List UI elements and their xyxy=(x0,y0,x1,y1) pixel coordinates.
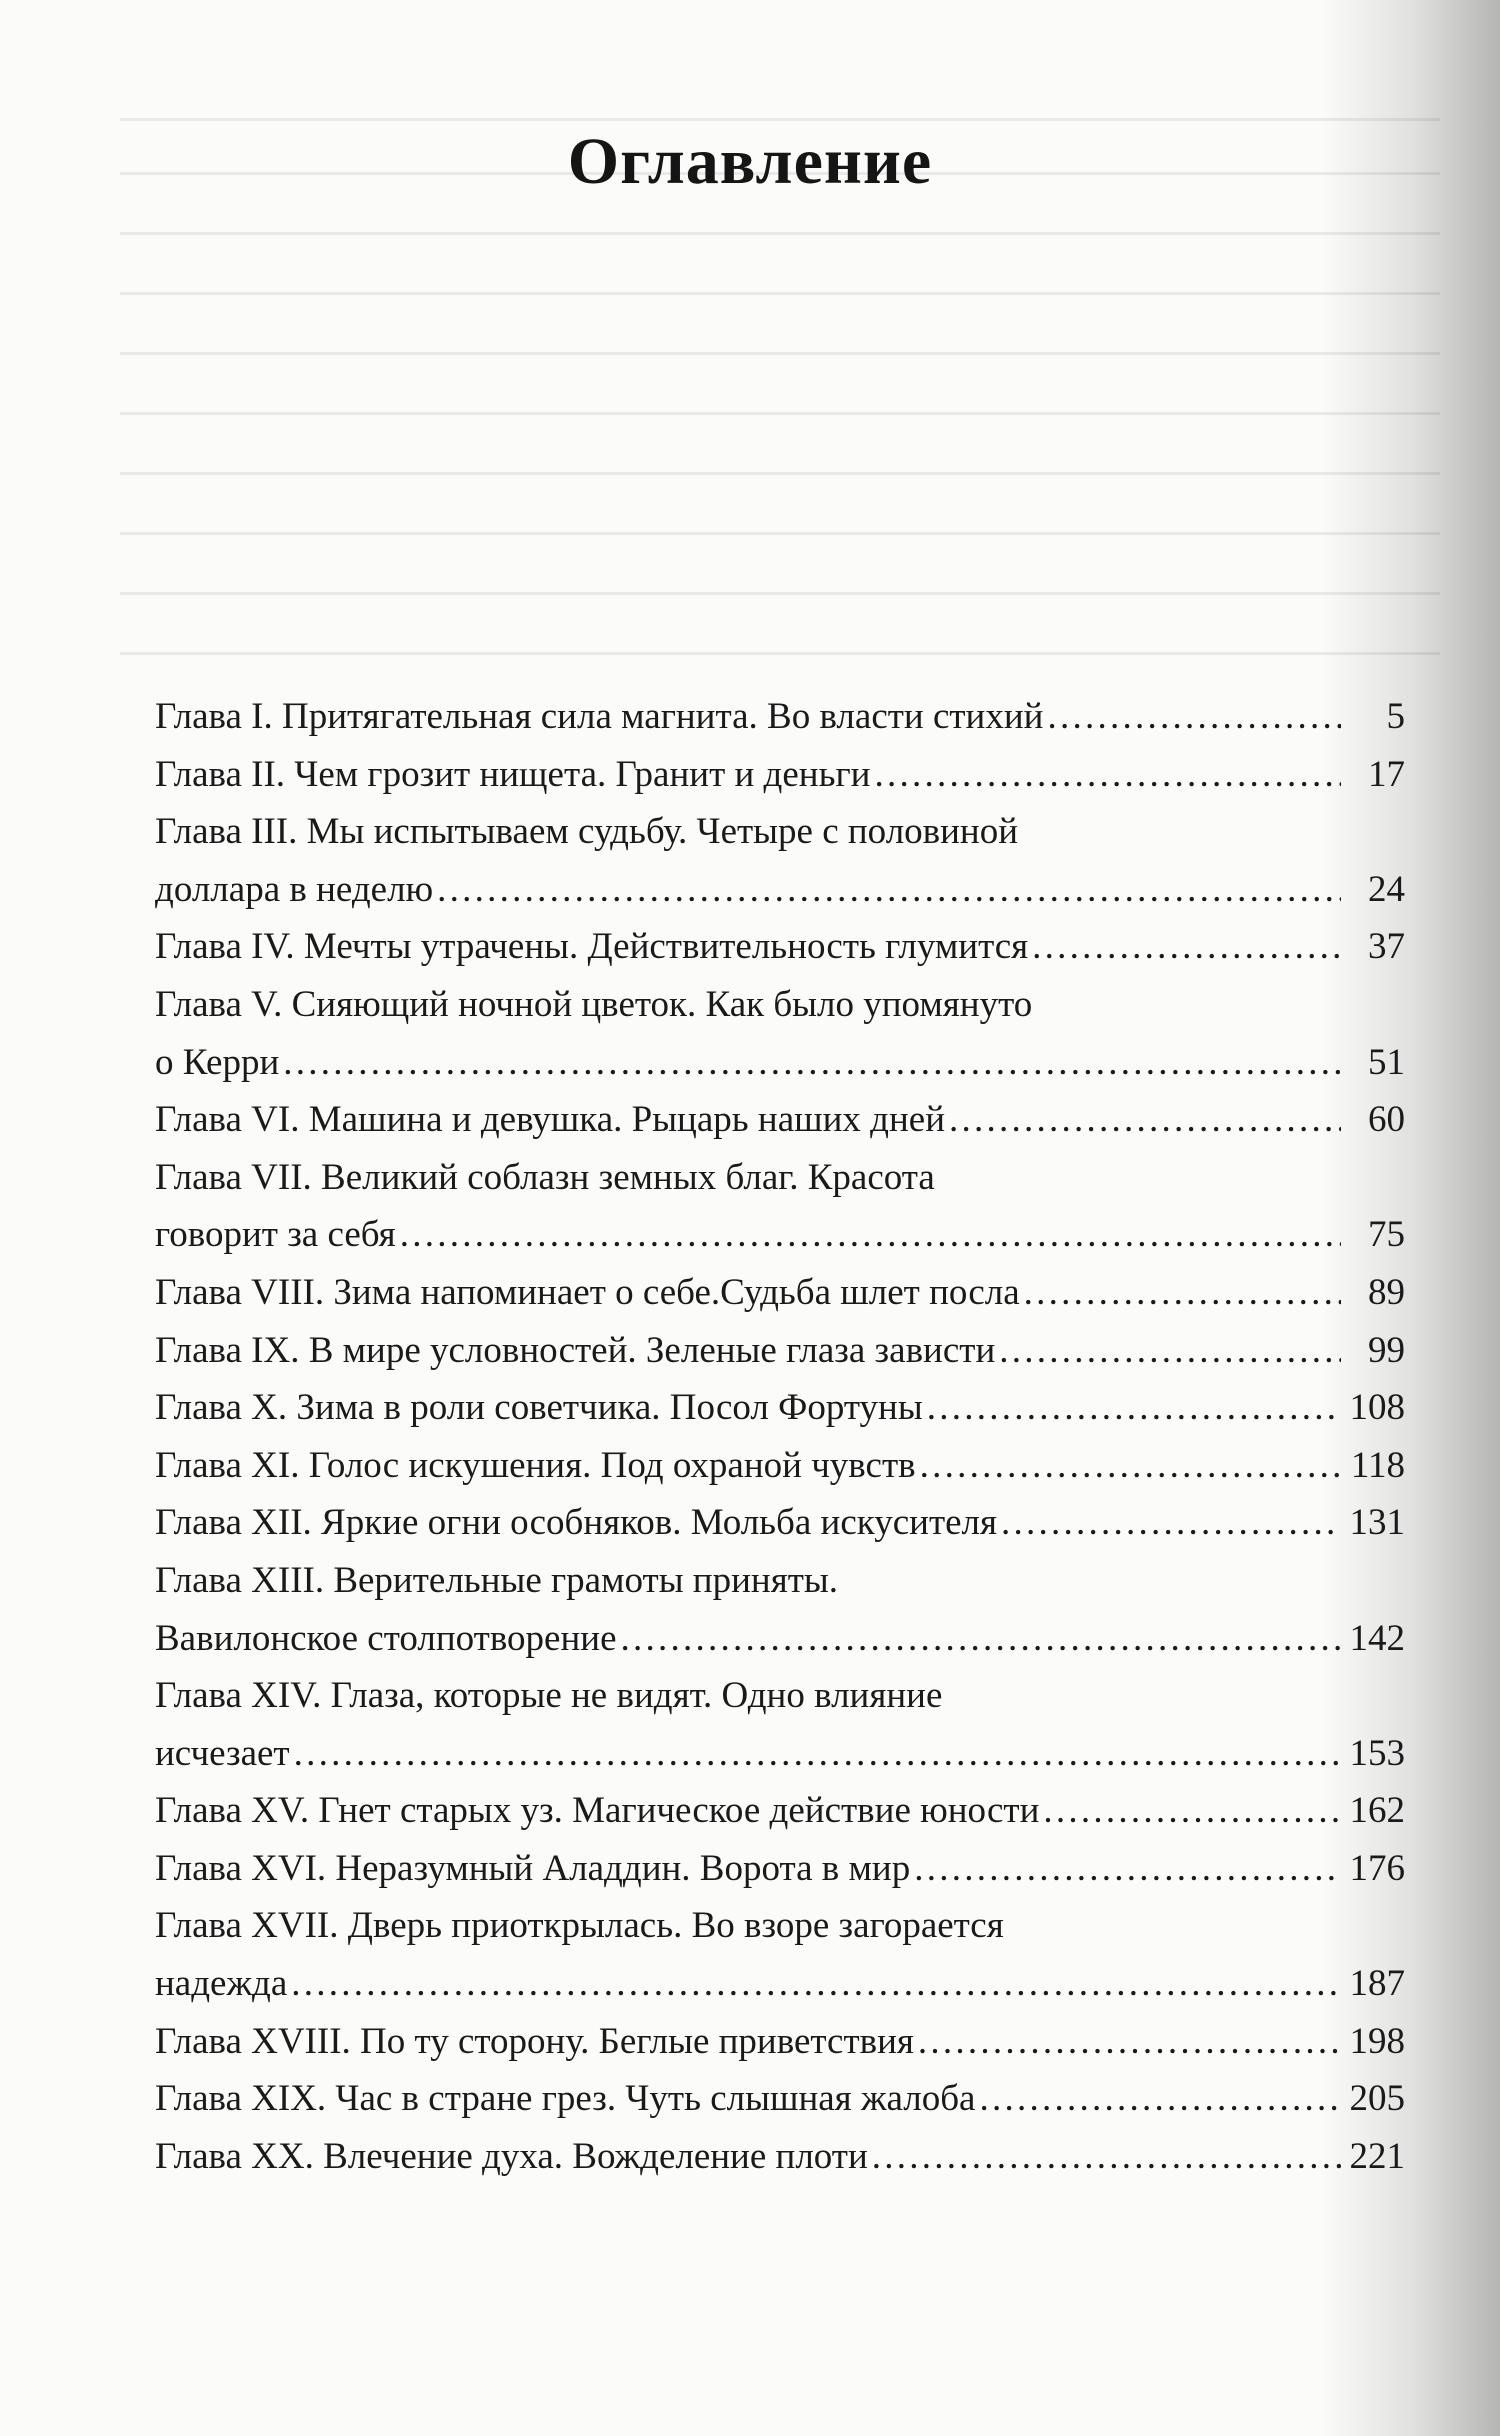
dot-leader xyxy=(874,746,1341,804)
toc-entry-title-continued: говорит за себя xyxy=(155,1214,396,1256)
toc-entry-title: Глава XV. Гнет старых уз. Магическое действие юности xyxy=(155,1790,1040,1832)
toc-page-number: 37 xyxy=(1368,926,1405,968)
page-title: Оглавление xyxy=(567,125,933,199)
dot-leader xyxy=(621,1610,1341,1668)
table-of-contents xyxy=(155,688,1405,2185)
toc-page-number: 75 xyxy=(1368,1214,1405,1256)
toc-entry-title-continued: Вавилонское столпотворение xyxy=(155,1617,617,1659)
toc-entry-title: Глава X. Зима в роли советчика. Посол Фортуны xyxy=(155,1387,923,1429)
toc-entry xyxy=(155,2128,1405,2186)
toc-entry-title: Глава XVII. Дверь приоткрылась. Во взоре загорается xyxy=(155,1905,1004,1947)
toc-entry-title: Глава XX. Влечение духа. Вожделение плоти xyxy=(155,2135,868,2177)
toc-page-number: 198 xyxy=(1349,2020,1405,2062)
toc-entry-title: Глава III. Мы испытываем судьбу. Четыре с половиной xyxy=(155,811,1019,853)
dot-leader xyxy=(949,1091,1341,1149)
show-through-line xyxy=(120,652,1440,655)
toc-entry-title: Глава XIV. Глаза, которые не видят. Одно влияние xyxy=(155,1675,943,1717)
toc-entry-title-continued: исчезает xyxy=(155,1732,290,1774)
toc-entry xyxy=(155,1667,1405,1782)
toc-page-number: 221 xyxy=(1349,2135,1405,2177)
toc-entry-title: Глава XII. Яркие огни особняков. Мольба искусителя xyxy=(155,1502,998,1544)
show-through-line xyxy=(120,592,1440,595)
show-through-line xyxy=(120,532,1440,535)
show-through-line xyxy=(120,412,1440,415)
toc-entry-title-continued: о Керри xyxy=(155,1041,280,1083)
dot-leader xyxy=(979,2070,1341,2128)
toc-entry-title: Глава XI. Голос искушения. Под охраной чувств xyxy=(155,1444,916,1486)
toc-entry-title: Глава VIII. Зима напоминает о себе.Судьба шлет посла xyxy=(155,1271,1020,1313)
toc-entry xyxy=(155,976,1405,1091)
dot-leader xyxy=(918,2013,1341,2071)
toc-page-number: 24 xyxy=(1368,868,1405,910)
dot-leader xyxy=(999,1322,1341,1380)
toc-entry xyxy=(155,1897,1405,2012)
toc-entry-title: Глава XIII. Верительные грамоты приняты. xyxy=(155,1559,839,1601)
toc-entry-title: Глава II. Чем грозит нищета. Гранит и деньги xyxy=(155,753,871,795)
toc-entry xyxy=(155,1091,1405,1149)
toc-entry-title-continued: надежда xyxy=(155,1963,288,2005)
toc-page-number: 162 xyxy=(1349,1790,1405,1832)
toc-entry-title: Глава I. Притягательная сила магнита. Во власти стихий xyxy=(155,696,1044,737)
dot-leader xyxy=(927,1379,1341,1437)
show-through-line xyxy=(120,352,1440,355)
dot-leader xyxy=(872,2128,1341,2186)
dot-leader xyxy=(914,1840,1341,1898)
dot-leader xyxy=(283,1034,1341,1092)
toc-entry xyxy=(155,1264,1405,1322)
toc-entry xyxy=(155,2013,1405,2071)
toc-page-number: 108 xyxy=(1349,1387,1405,1429)
show-through-line xyxy=(120,292,1440,295)
dot-leader xyxy=(1001,1494,1341,1552)
toc-page-number: 60 xyxy=(1368,1099,1405,1141)
dot-leader xyxy=(1043,1782,1341,1840)
toc-page-number: 131 xyxy=(1349,1502,1405,1544)
toc-entry-title: Глава XIX. Час в стране грез. Чуть слышная жалоба xyxy=(155,2078,976,2120)
show-through-line xyxy=(120,472,1440,475)
show-through-line xyxy=(120,232,1440,235)
toc-entry xyxy=(155,918,1405,976)
toc-page-number: 142 xyxy=(1349,1617,1405,1659)
toc-entry-title-continued: доллара в неделю xyxy=(155,868,434,910)
toc-entry-title: Глава V. Сияющий ночной цветок. Как было упомянуто xyxy=(155,983,1033,1025)
toc-entry-title: Глава XVI. Неразумный Аладдин. Ворота в мир xyxy=(155,1847,911,1889)
toc-entry xyxy=(155,1149,1405,1264)
toc-page-number: 5 xyxy=(1386,696,1405,737)
toc-page-number: 176 xyxy=(1349,1847,1405,1889)
toc-entry-title: Глава IV. Мечты утрачены. Действительность глумится xyxy=(155,926,1029,968)
toc-entry xyxy=(155,1322,1405,1380)
toc-entry xyxy=(155,1840,1405,1898)
toc-page-number: 153 xyxy=(1349,1732,1405,1774)
toc-entry-title: Глава IX. В мире условностей. Зеленые глаза зависти xyxy=(155,1329,996,1371)
toc-entry xyxy=(155,1379,1405,1437)
toc-page-number: 17 xyxy=(1368,753,1405,795)
toc-page-number: 51 xyxy=(1368,1041,1405,1083)
dot-leader xyxy=(1024,1264,1341,1322)
toc-entry xyxy=(155,1437,1405,1495)
toc-entry-title: Глава XVIII. По ту сторону. Беглые приветствия xyxy=(155,2020,914,2062)
toc-page-number: 205 xyxy=(1349,2078,1405,2120)
toc-entry xyxy=(155,803,1405,918)
toc-entry xyxy=(155,1494,1405,1552)
dot-leader xyxy=(1047,688,1341,746)
toc-entry xyxy=(155,1782,1405,1840)
dot-leader xyxy=(920,1437,1341,1495)
dot-leader xyxy=(294,1725,1341,1783)
toc-entry xyxy=(155,1552,1405,1667)
toc-entry xyxy=(155,746,1405,804)
show-through-line xyxy=(120,118,1440,121)
toc-entry xyxy=(155,688,1405,746)
dot-leader xyxy=(291,1955,1341,2013)
dot-leader xyxy=(1032,918,1341,976)
toc-entry-title: Глава VII. Великий соблазн земных благ. Красота xyxy=(155,1156,935,1198)
toc-page-number: 187 xyxy=(1349,1963,1405,2005)
toc-page-number: 99 xyxy=(1368,1329,1405,1371)
toc-page-number: 89 xyxy=(1368,1271,1405,1313)
toc-entry xyxy=(155,2070,1405,2128)
toc-page-number: 118 xyxy=(1350,1444,1405,1486)
dot-leader xyxy=(437,861,1341,919)
toc-entry-title: Глава VI. Машина и девушка. Рыцарь наших дней xyxy=(155,1099,946,1141)
dot-leader xyxy=(400,1206,1341,1264)
